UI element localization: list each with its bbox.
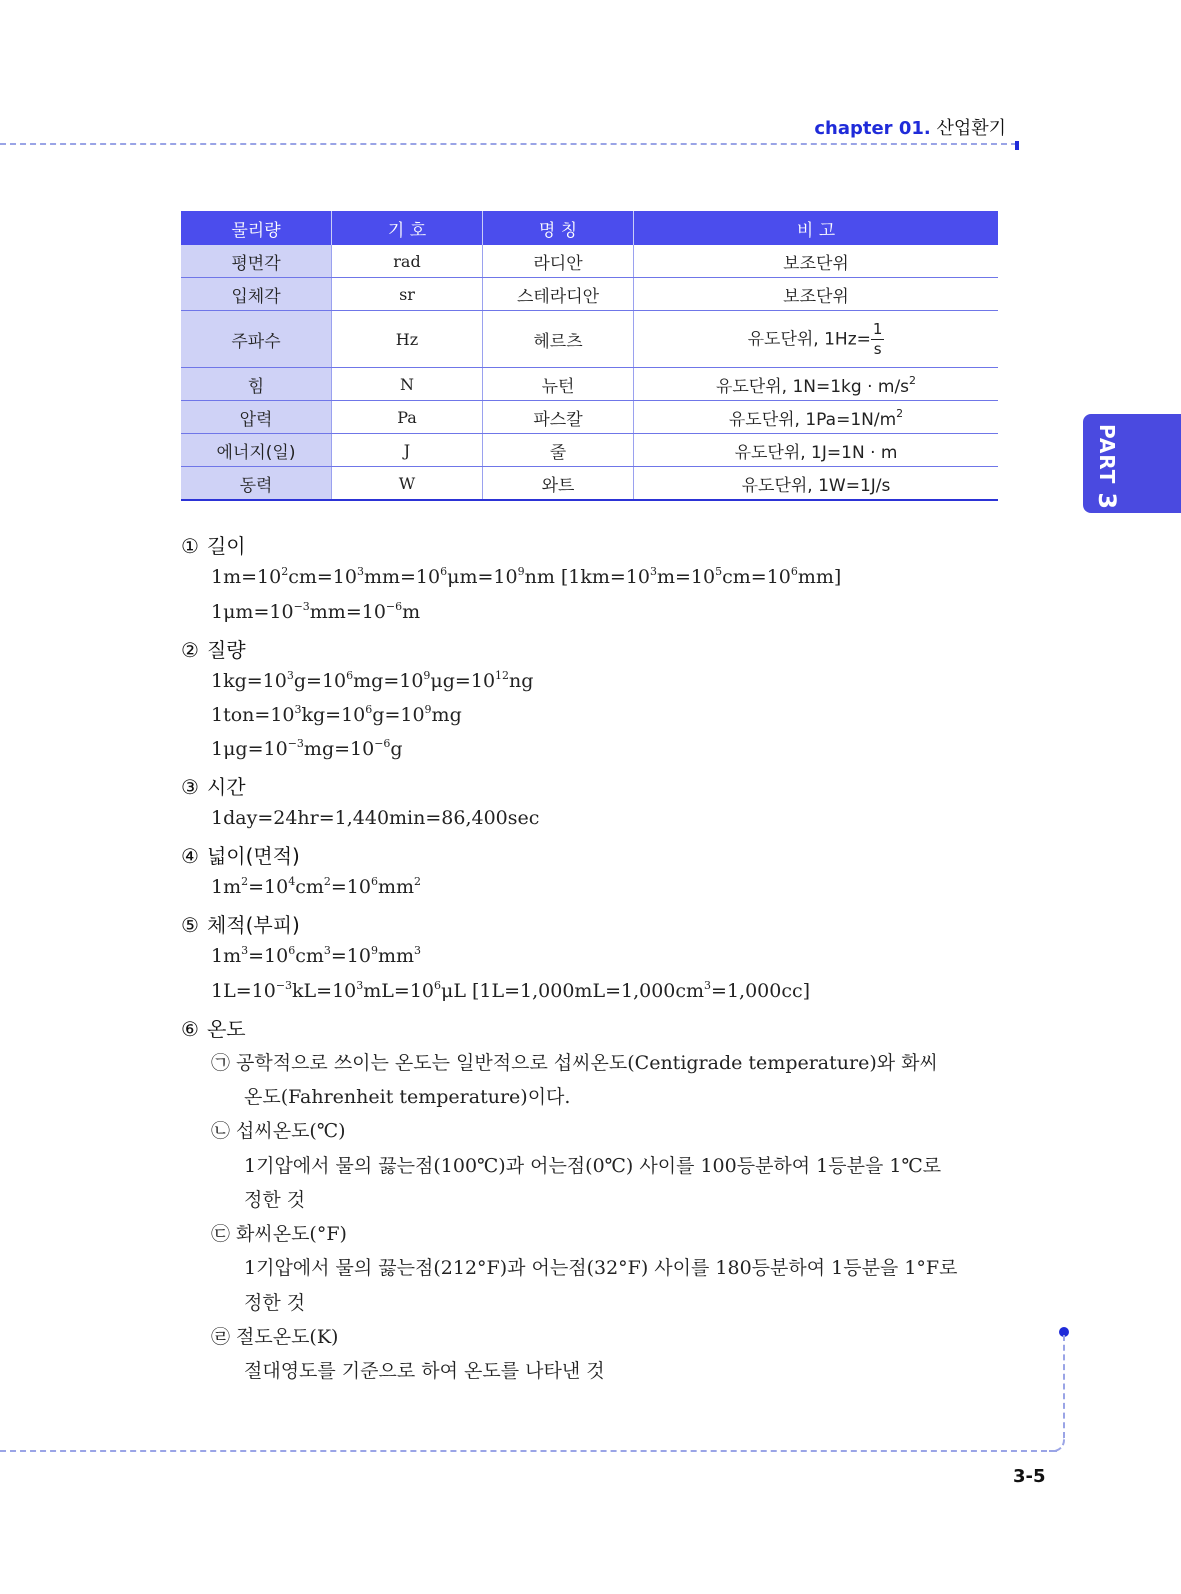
- cell-note: [634, 401, 999, 434]
- cell-note: 보조단위: [634, 245, 999, 278]
- item-text: 절대영도를 기준으로 하여 온도를 나타낸 것: [244, 1360, 605, 1382]
- item-marker: ㉣: [211, 1326, 231, 1348]
- part-number: 3: [1093, 492, 1121, 511]
- table-row: [181, 401, 998, 434]
- unit-table: [181, 211, 998, 501]
- section-number: ②: [181, 638, 199, 662]
- note-text: 유도단위, 1N=1kg · m/s: [715, 376, 910, 397]
- item-text: 1기압에서 물의 끓는점(100℃)과 어는점(0℃) 사이를 100등분하여 1등분을 1℃로: [244, 1155, 942, 1177]
- cell-name: 와트: [483, 467, 634, 501]
- formula-line: $1ton=10^3kg=10^6g=10^9mg$: [211, 703, 462, 726]
- cell-quantity: 입체각: [181, 278, 332, 311]
- table-row: [181, 467, 998, 501]
- cell-quantity: 주파수: [181, 311, 332, 368]
- header-divider-mark: [1015, 141, 1019, 150]
- cell-quantity: 압력: [181, 401, 332, 434]
- cell-quantity: 힘: [181, 368, 332, 401]
- cell-symbol: rad: [332, 245, 483, 278]
- temp-item-fahrenheit: [211, 1219, 347, 1246]
- cell-note: 유도단위, 1J=1N · m: [634, 434, 999, 467]
- cell-note: [634, 368, 999, 401]
- section-heading-temperature: [181, 1013, 246, 1042]
- cell-note: [634, 311, 999, 368]
- note-text: 유도단위, 1Pa=1N/m: [728, 409, 897, 430]
- cell-name: 줄: [483, 434, 634, 467]
- table-row: [181, 245, 998, 278]
- header-name: 명 칭: [483, 211, 634, 245]
- header-symbol: 기 호: [332, 211, 483, 245]
- section-title: 체적(부피): [206, 913, 300, 937]
- table-row: [181, 434, 998, 467]
- note-superscript: 2: [909, 373, 917, 387]
- item-marker: ㉠: [211, 1052, 231, 1074]
- cell-note: 유도단위, 1W=1J/s: [634, 467, 999, 501]
- cell-symbol: N: [332, 368, 483, 401]
- note-superscript: 2: [896, 406, 904, 420]
- section-heading-time: [181, 771, 246, 800]
- section-title: 길이: [206, 534, 246, 558]
- item-marker: ㉢: [211, 1223, 231, 1245]
- footer-divider-vertical: [1063, 1335, 1065, 1438]
- item-text-continued: 정한 것: [244, 1189, 306, 1211]
- chapter-title: 산업환기: [936, 118, 1006, 139]
- part-label: PART: [1095, 424, 1119, 485]
- formula-line: $1m=10^2cm=10^3mm=10^6\mu m=10^9nm$ $[1km=10^3m=10^5cm=10^6mm]$: [211, 565, 842, 588]
- section-number: ⑥: [181, 1017, 199, 1041]
- cell-symbol: J: [332, 434, 483, 467]
- cell-quantity: 동력: [181, 467, 332, 501]
- cell-name: 뉴턴: [483, 368, 634, 401]
- section-title: 온도: [206, 1017, 246, 1041]
- temp-item-celsius: [211, 1116, 346, 1143]
- footer-divider: [0, 1450, 1057, 1452]
- section-number: ①: [181, 534, 199, 558]
- section-heading-mass: [181, 634, 246, 663]
- temp-item-intro: [211, 1048, 990, 1075]
- item-text-continued: 온도(Fahrenheit temperature)이다.: [244, 1086, 571, 1108]
- temp-item-kelvin: [211, 1322, 338, 1349]
- cell-quantity: 에너지(일): [181, 434, 332, 467]
- item-marker: ㉡: [211, 1120, 231, 1142]
- fraction-numerator: 1: [872, 319, 883, 338]
- cell-quantity: 평면각: [181, 245, 332, 278]
- section-heading-volume: [181, 909, 300, 938]
- section-heading-area: [181, 840, 300, 869]
- cell-symbol: Pa: [332, 401, 483, 434]
- section-title: 시간: [206, 775, 246, 799]
- cell-name: 스테라디안: [483, 278, 634, 311]
- cell-name: 파스칼: [483, 401, 634, 434]
- section-title: 넓이(면적): [206, 844, 300, 868]
- cell-name: 라디안: [483, 245, 634, 278]
- formula-line: $1m^3=10^6cm^3=10^9mm^3$: [211, 944, 422, 967]
- item-text: 1기압에서 물의 끓는점(212°F)과 어는점(32°F) 사이를 180등분하여 1등분을 1°F로: [244, 1257, 958, 1279]
- item-text: 공학적으로 쓰이는 온도는 일반적으로 섭씨온도(Centigrade temperature)와 화씨: [236, 1052, 938, 1074]
- formula-line: $1\mu g=10^{-3}mg=10^{-6}g$: [211, 737, 403, 760]
- section-title: 질량: [206, 638, 246, 662]
- chapter-header: [814, 114, 1006, 140]
- section-number: ④: [181, 844, 199, 868]
- item-title: 섭씨온도(℃): [236, 1120, 346, 1142]
- formula-line: $1L=10^{-3}kL=10^3mL=10^6\mu L$ $[1L=1,000mL=1,000cm^3=1,000cc]$: [211, 979, 811, 1002]
- cell-symbol: Hz: [332, 311, 483, 368]
- section-heading-length: [181, 530, 246, 559]
- chapter-label: chapter 01.: [814, 118, 931, 139]
- header-divider: [0, 143, 1017, 145]
- cell-name: 헤르츠: [483, 311, 634, 368]
- cell-note: 보조단위: [634, 278, 999, 311]
- formula-line: 1day=24hr=1,440min=86,400sec: [211, 807, 540, 829]
- cell-symbol: W: [332, 467, 483, 501]
- part-tab: [1083, 414, 1181, 513]
- fraction: [871, 320, 885, 359]
- cell-symbol: sr: [332, 278, 483, 311]
- header-quantity: 물리량: [181, 211, 332, 245]
- table-row: [181, 368, 998, 401]
- header-note: 비 고: [634, 211, 999, 245]
- item-title: 화씨온도(°F): [236, 1223, 347, 1245]
- table-row: [181, 278, 998, 311]
- note-text: 유도단위, 1Hz=: [747, 329, 871, 349]
- table-header-row: [181, 211, 998, 245]
- formula-line: $1m^2=10^4cm^2=10^6mm^2$: [211, 875, 422, 898]
- table-row: [181, 311, 998, 368]
- fraction-denominator: s: [873, 339, 882, 358]
- section-number: ③: [181, 775, 199, 799]
- item-title: 절도온도(K): [236, 1326, 339, 1348]
- page-number: 3-5: [1013, 1466, 1046, 1487]
- formula-line: $1kg=10^3g=10^6mg=10^9\mu g=10^{12}ng$: [211, 669, 534, 692]
- item-text-continued: 정한 것: [244, 1292, 306, 1314]
- section-number: ⑤: [181, 913, 199, 937]
- formula-line: $1\mu m=10^{-3}mm=10^{-6}m$: [211, 600, 421, 623]
